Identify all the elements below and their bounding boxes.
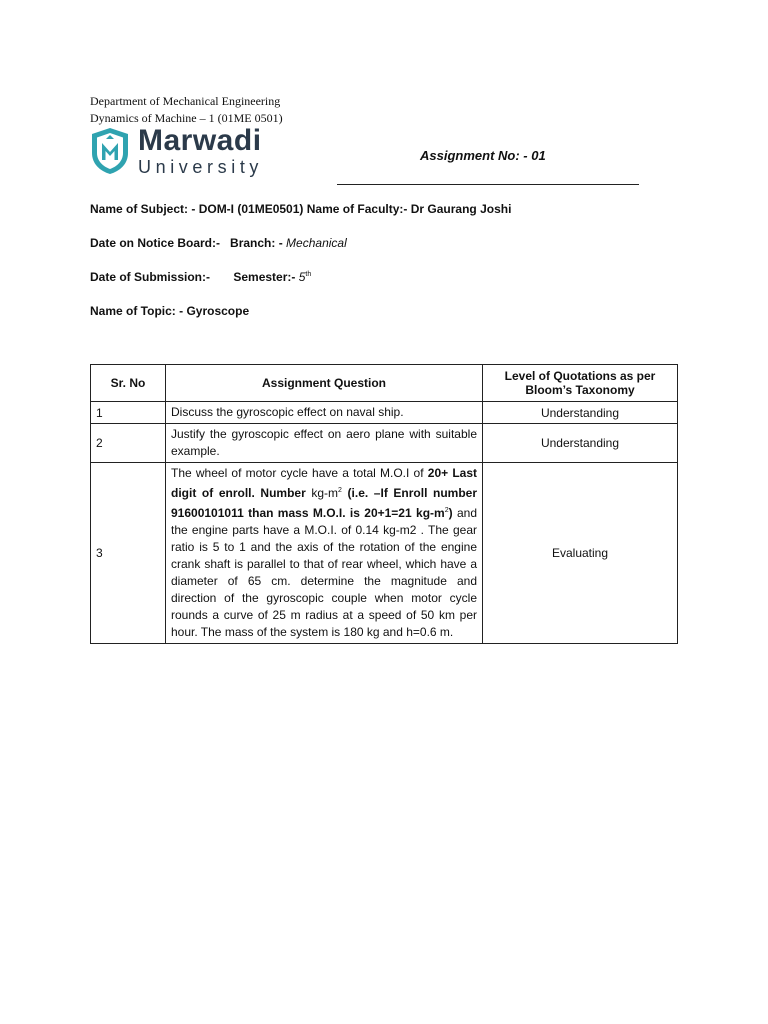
notice-line: [90, 236, 347, 250]
divider-line: [337, 184, 639, 185]
semester-suffix: th: [305, 271, 312, 278]
row-question: Discuss the gyroscopic effect on naval ship.: [166, 402, 483, 424]
branch-label: Branch: -: [230, 236, 287, 250]
question-part-bold: ): [448, 506, 453, 520]
submission-line: [90, 270, 311, 284]
notice-label: Date on Notice Board:-: [90, 236, 221, 250]
topic-value: Gyroscope: [186, 304, 250, 318]
column-header-sr: Sr. No: [91, 365, 166, 402]
row-level: Understanding: [483, 424, 678, 463]
row-level: Evaluating: [483, 463, 678, 644]
row-sr: 3: [91, 463, 166, 644]
shield-icon: [90, 127, 130, 175]
faculty-label: Name of Faculty:-: [303, 202, 411, 216]
assignment-table: [90, 364, 678, 644]
question-part: The wheel of motor cycle have a total M.O.I of: [171, 466, 428, 480]
row-sr: 1: [91, 402, 166, 424]
row-sr: 2: [91, 424, 166, 463]
header-block: [90, 93, 283, 127]
row-question: [166, 463, 483, 644]
university-logo: [90, 126, 263, 176]
question-part-bold: 20+ Last digit of enroll. Number: [171, 466, 477, 500]
question-part: kg-m: [305, 486, 339, 500]
row-question: Justify the gyroscopic effect on aero plane with suitable example.: [166, 424, 483, 463]
subject-value: DOM-I (01ME0501): [198, 202, 304, 216]
logo-subtitle: University: [138, 157, 264, 177]
topic-line: [90, 304, 249, 318]
logo-wordmark: Marwadi: [138, 124, 262, 157]
question-superscript: 2: [444, 507, 449, 514]
question-part: and the engine parts have a M.O.I. of 0.14 kg-m2 . The gear ratio is 5 to 1 and the axis of the rotation of the engine crank shaft is parallel to that of rear wheel, which have a diameter of 65 cm. determine the magnitude and direction of the gyroscopic couple when motor cycle rounds a curve of 25 m radius at a speed of 50 km per hour. The mass of the system is 180 kg and h=0.6 m.: [171, 506, 477, 639]
column-header-question: Assignment Question: [166, 365, 483, 402]
branch-value: Mechanical: [286, 236, 347, 250]
table-row: [91, 402, 678, 424]
table-row: [91, 424, 678, 463]
topic-label: Name of Topic: -: [90, 304, 187, 318]
subject-label: Name of Subject: -: [90, 202, 199, 216]
faculty-value: Dr Gaurang Joshi: [410, 202, 512, 216]
question-superscript: 2: [338, 487, 342, 494]
question-part-bold: (i.e. –If Enroll number 91600101011 than mass M.O.I. is 20+1=21 kg-m: [171, 486, 478, 520]
department-name: Department of Mechanical Engineering: [90, 94, 281, 108]
submission-label: Date of Submission:-: [90, 270, 211, 284]
assignment-number: Assignment No: - 01: [420, 148, 546, 163]
table-row: [91, 463, 678, 644]
semester-label: Semester:-: [233, 270, 299, 284]
semester-value: 5: [298, 270, 306, 284]
column-header-level: Level of Quotations as per Bloom’s Taxonomy: [483, 365, 678, 402]
row-level: Understanding: [483, 402, 678, 424]
table-header-row: [91, 365, 678, 402]
subject-line: [90, 202, 511, 216]
course-name: Dynamics of Machine – 1 (01ME 0501): [90, 111, 283, 125]
